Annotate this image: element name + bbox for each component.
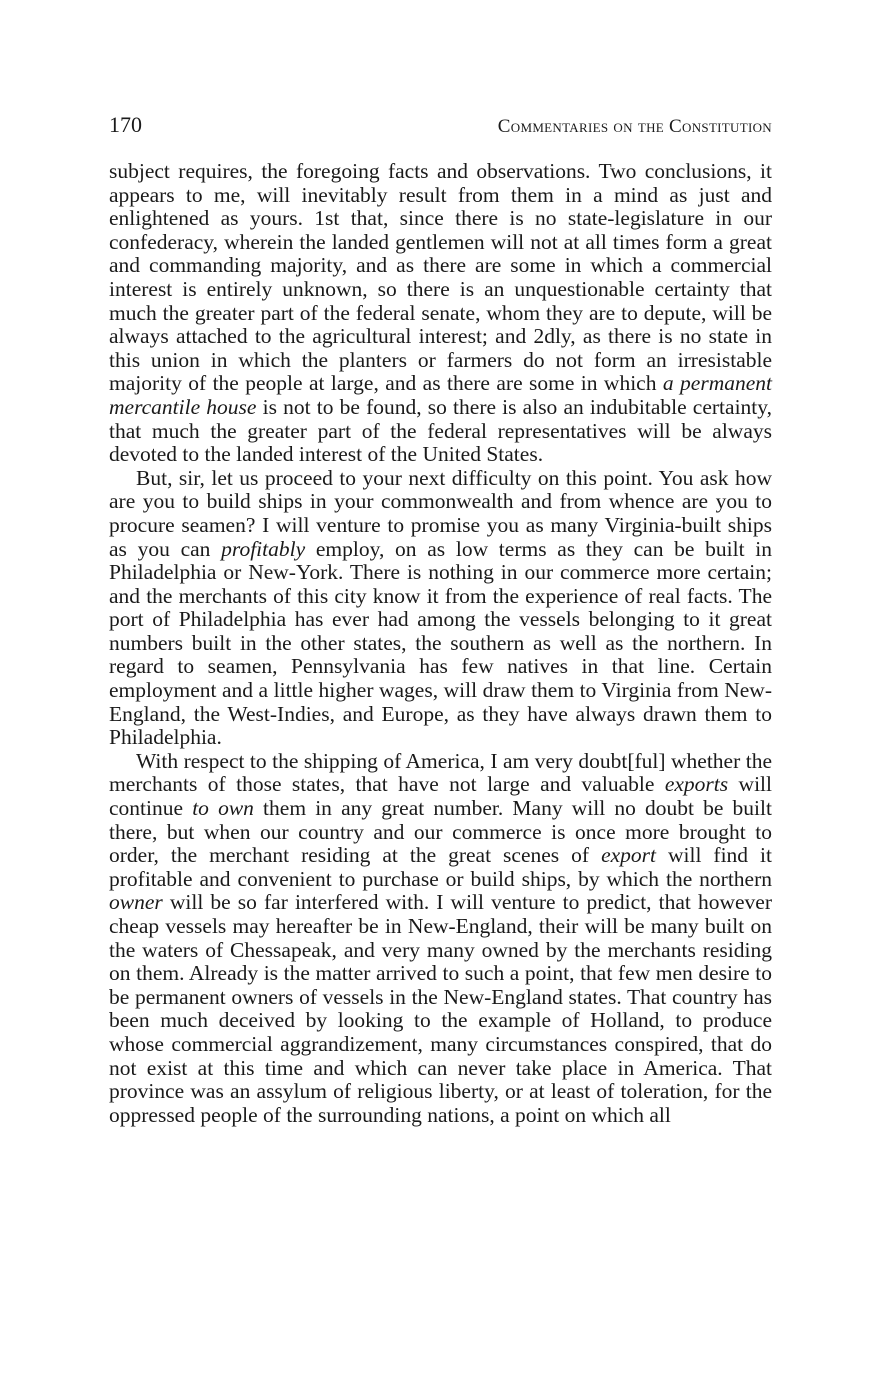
running-title: Commentaries on the Constitution [497,116,772,137]
text-run: will be so far interfered with. I will venture to predict, that however cheap vessels may hereafter be in New-England, their will be many built on the waters of Chessapeak, and very many owned by the merchants residing on them. Already is the matter arrived to such a point, that few men desire to be permanent owners of vessels in the New-England states. That country has been much deceived by looking to the example of Holland, to produce whose commercial aggrandizement, many circumstances conspired, that do not exist at this time and which can never take place in America. That province was an assylum of religious liberty, or at least of toleration, for the oppressed people of the surrounding nations, a point on which all [109,890,772,1127]
italic-run: exports [664,772,729,797]
text-run: will continue [109,772,772,821]
text-run: With respect to the shipping of America, I am very doubt[ful] whether the merchants of those states, that have not large and valuable [109,748,772,797]
text-run: will find it profitable and convenient to purchase or build ships, by which the northern [109,843,772,891]
paragraph [109,750,772,1128]
text-run: But, sir, let us proceed to your next difficulty on this point. You ask how are you to build ships in your commonwealth and from whence are you to procure seamen? I will venture to promise you as many Virginia-built ships as you can [109,465,772,561]
text-run: is not to be found, so there is also an indubitable certainty, that much the greater part of the federal representatives will be always devoted to the landed interest of the United States. [109,394,772,467]
paragraph [109,160,772,467]
body-text [109,160,772,1127]
text-run: subject requires, the foregoing facts and observations. Two conclusions, it appears to me, will inevitably result from them in a mind as just and enlightened as yours. 1st that, since there is no state-legislature in our confederacy, wherein the landed gentlemen will not at all times form a great and commanding majority, and as there are some in which a commercial interest is entirely unknown, so there is an unquestionable certainty that much the greater part of the federal senate, whom they are to depute, will be always attached to the agricultural interest; and 2dly, as there is no state in this union in which the planters or farmers do not form an irresistable majority of the people at large, and as there are some in which [109,159,772,396]
italic-run: a permanent mercantile house [109,371,772,419]
paragraph [109,467,772,750]
italic-run: owner [109,890,163,915]
text-run: employ, on as low terms as they can be built in Philadelphia or New-York. There is nothing in our commerce more certain; and the merchants of this city know it from the experience of real facts. The port of Philadelphia has ever had among the vessels belonging to it great numbers built in the other states, the southern as well as the northern. In regard to seamen, Pennsylvania has few natives in that line. Certain employment and a little higher wages, will draw them to Virginia from New-England, the West-Indies, and Europe, as they have always drawn them to Philadelphia. [109,536,773,750]
italic-run: export [601,843,656,868]
italic-run: profitably [221,536,306,561]
page-number: 170 [109,112,142,137]
running-head [109,112,772,148]
italic-run: to own [192,796,254,821]
book-page [109,112,772,1127]
text-run: them in any great number. Many will no doubt be built there, but when our country and our commerce is once more brought to order, the merchant residing at the great scenes of [109,796,772,868]
